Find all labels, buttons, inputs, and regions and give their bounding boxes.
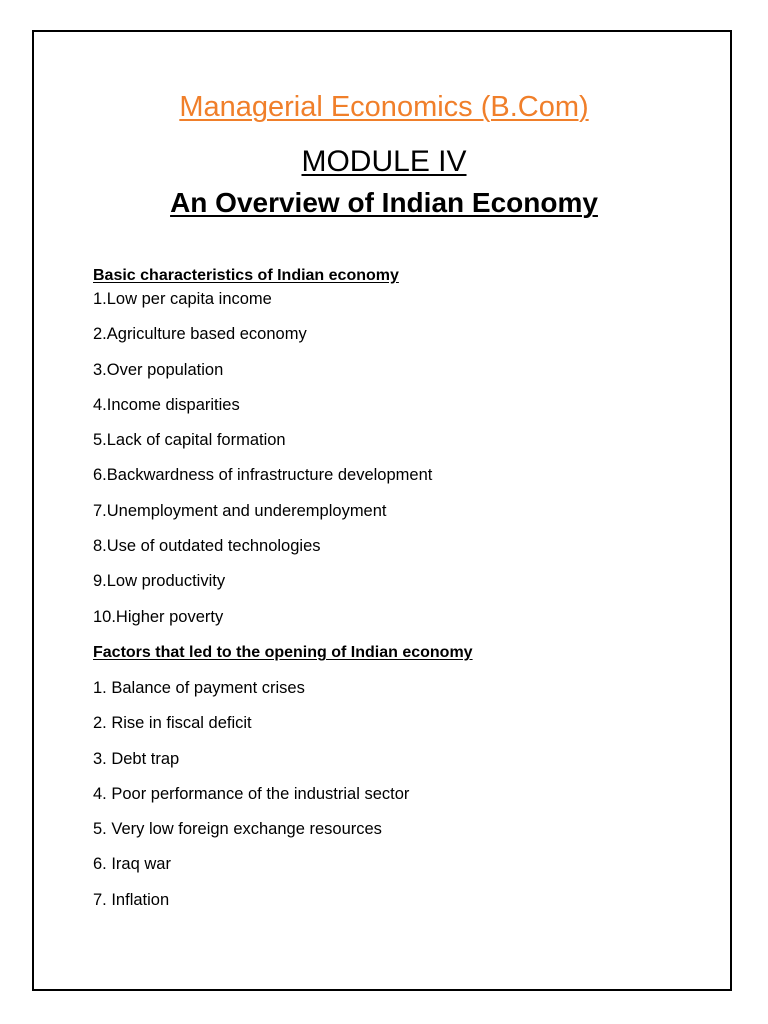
section-heading-characteristics: Basic characteristics of Indian economy [93, 267, 399, 284]
list-item: 7. Inflation [93, 890, 170, 909]
list-item: 6. Iraq war [93, 855, 171, 874]
list-item: 7.Unemployment and underemployment [93, 501, 387, 520]
list-item: 5. Very low foreign exchange resources [93, 820, 382, 839]
course-title: Managerial Economics (B.Com) [179, 91, 589, 123]
list-item: 4.Income disparities [93, 395, 240, 414]
list-item: 3.Over population [93, 360, 224, 379]
section-heading-opening-factors: Factors that led to the opening of Indian economy [93, 644, 473, 661]
list-item: 9.Low productivity [93, 572, 226, 591]
characteristics-list [93, 289, 432, 642]
module-title: MODULE IV [301, 145, 467, 178]
list-item: 2. Rise in fiscal deficit [93, 714, 252, 733]
list-item: 4. Poor performance of the industrial sector [93, 784, 410, 803]
list-item: 5.Lack of capital formation [93, 431, 286, 450]
list-item: 2.Agriculture based economy [93, 325, 307, 344]
opening-factors-list [93, 678, 409, 925]
module-subtitle: An Overview of Indian Economy [170, 187, 598, 218]
list-item: 1. Balance of payment crises [93, 679, 305, 697]
list-item: 3. Debt trap [93, 749, 180, 768]
list-item: 8.Use of outdated technologies [93, 537, 321, 556]
list-item: 6.Backwardness of infrastructure development [93, 466, 433, 485]
list-item: 10.Higher poverty [93, 607, 224, 626]
list-item: 1.Low per capita income [93, 290, 272, 308]
